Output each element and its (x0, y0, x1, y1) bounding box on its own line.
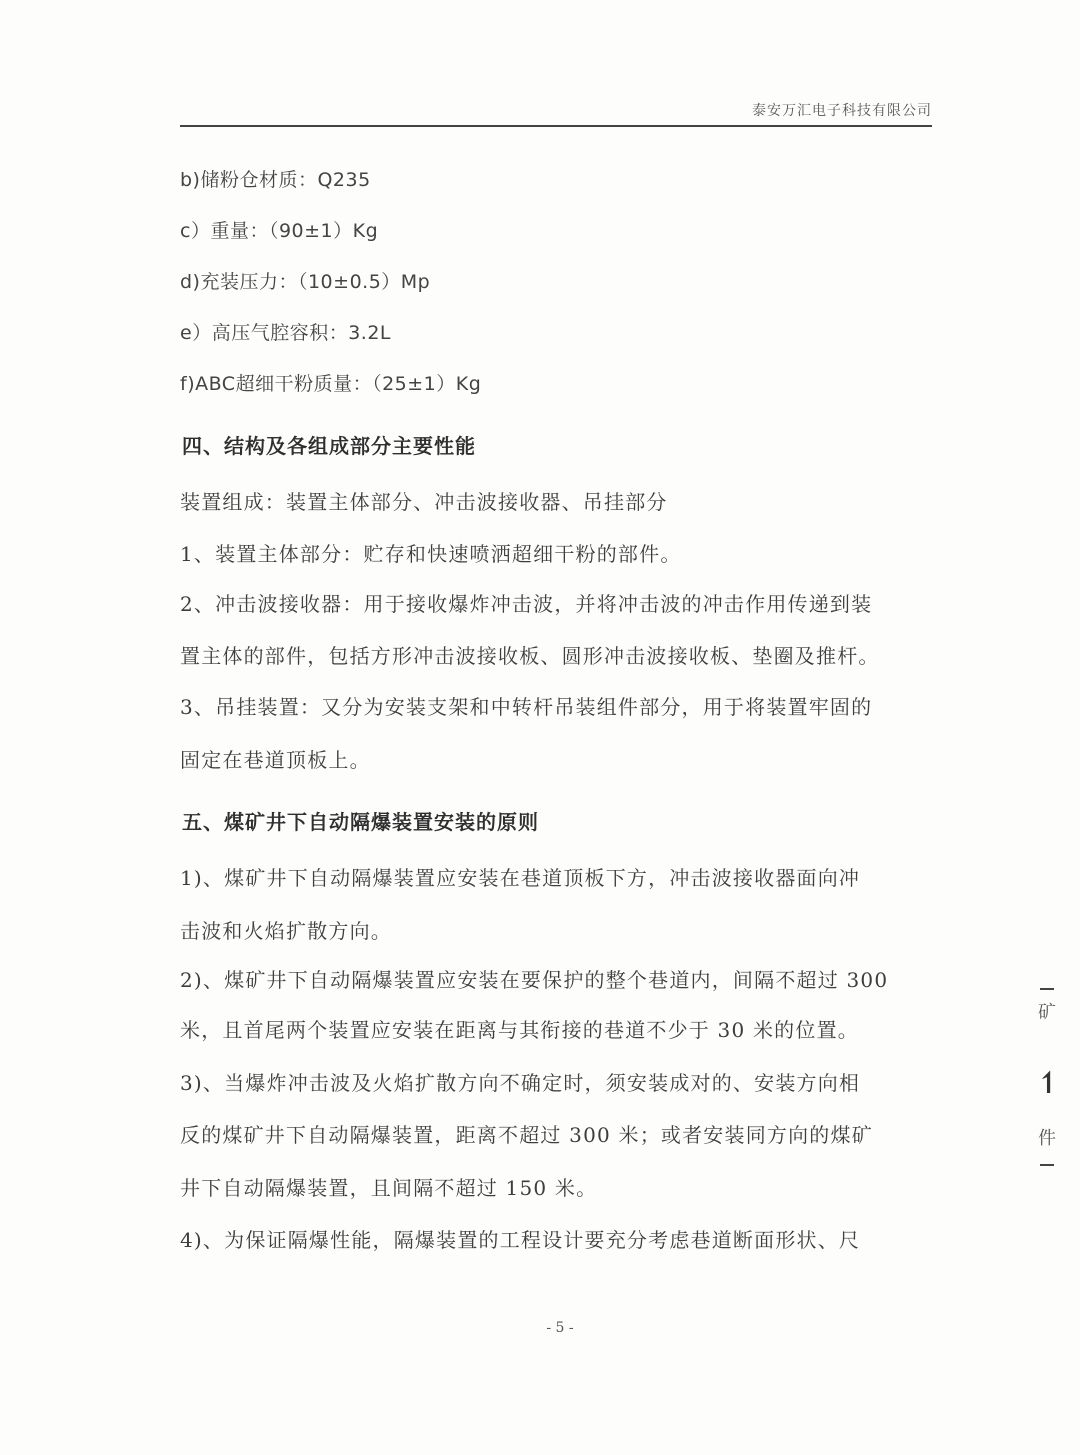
margin-bar-top (1040, 988, 1054, 990)
section4-line: 1、装置主体部分：贮存和快速喷洒超细干粉的部件。 (180, 542, 682, 566)
section-heading-5: 五、煤矿井下自动隔爆装置安装的原则 (182, 810, 539, 834)
spec-line-c: c）重量：（90±1）Kg (180, 220, 379, 242)
section5-line: 3)、当爆炸冲击波及火焰扩散方向不确定时，须安装成对的、安装方向相 (180, 1071, 861, 1095)
section4-line: 置主体的部件，包括方形冲击波接收板、圆形冲击波接收板、垫圈及推杆。 (180, 644, 880, 668)
section-heading-4: 四、结构及各组成部分主要性能 (182, 434, 476, 458)
spec-line-f: f)ABC超细干粉质量：（25±1）Kg (180, 373, 482, 395)
spec-line-b: b)储粉仓材质：Q235 (180, 169, 371, 191)
spec-line-e: e）高压气腔容积：3.2L (180, 322, 391, 344)
margin-mark-text: 件 (1038, 1128, 1056, 1149)
section4-line: 2、冲击波接收器：用于接收爆炸冲击波，并将冲击波的冲击作用传递到装 (180, 592, 873, 616)
margin-bar-bottom (1040, 1164, 1054, 1166)
section4-line: 装置组成：装置主体部分、冲击波接收器、吊挂部分 (180, 490, 668, 514)
header-rule (180, 125, 932, 127)
section4-line: 固定在巷道顶板上。 (180, 748, 371, 772)
page-number: - 5 - (546, 1320, 574, 1336)
margin-stroke-mark: ↿ (1036, 1066, 1062, 1101)
spec-line-d: d)充装压力：（10±0.5）Mp (180, 271, 431, 293)
section5-line: 米，且首尾两个装置应安装在距离与其衔接的巷道不少于 30 米的位置。 (180, 1018, 859, 1042)
page-header-company: 泰安万汇电子科技有限公司 (752, 103, 932, 119)
section5-line: 击波和火焰扩散方向。 (180, 919, 392, 943)
section5-line: 2)、煤矿井下自动隔爆装置应安装在要保护的整个巷道内，间隔不超过 300 (180, 968, 889, 992)
margin-mark-text: 矿 (1038, 1002, 1056, 1023)
section5-line: 4)、为保证隔爆性能，隔爆装置的工程设计要充分考虑巷道断面形状、尺 (180, 1228, 861, 1252)
section5-line: 反的煤矿井下自动隔爆装置，距离不超过 300 米；或者安装同方向的煤矿 (180, 1123, 873, 1147)
section5-line: 1)、煤矿井下自动隔爆装置应安装在巷道顶板下方，冲击波接收器面向冲 (180, 866, 861, 890)
section5-line: 井下自动隔爆装置，且间隔不超过 150 米。 (180, 1176, 598, 1200)
section4-line: 3、吊挂装置：又分为安装支架和中转杆吊装组件部分，用于将装置牢固的 (180, 695, 873, 719)
